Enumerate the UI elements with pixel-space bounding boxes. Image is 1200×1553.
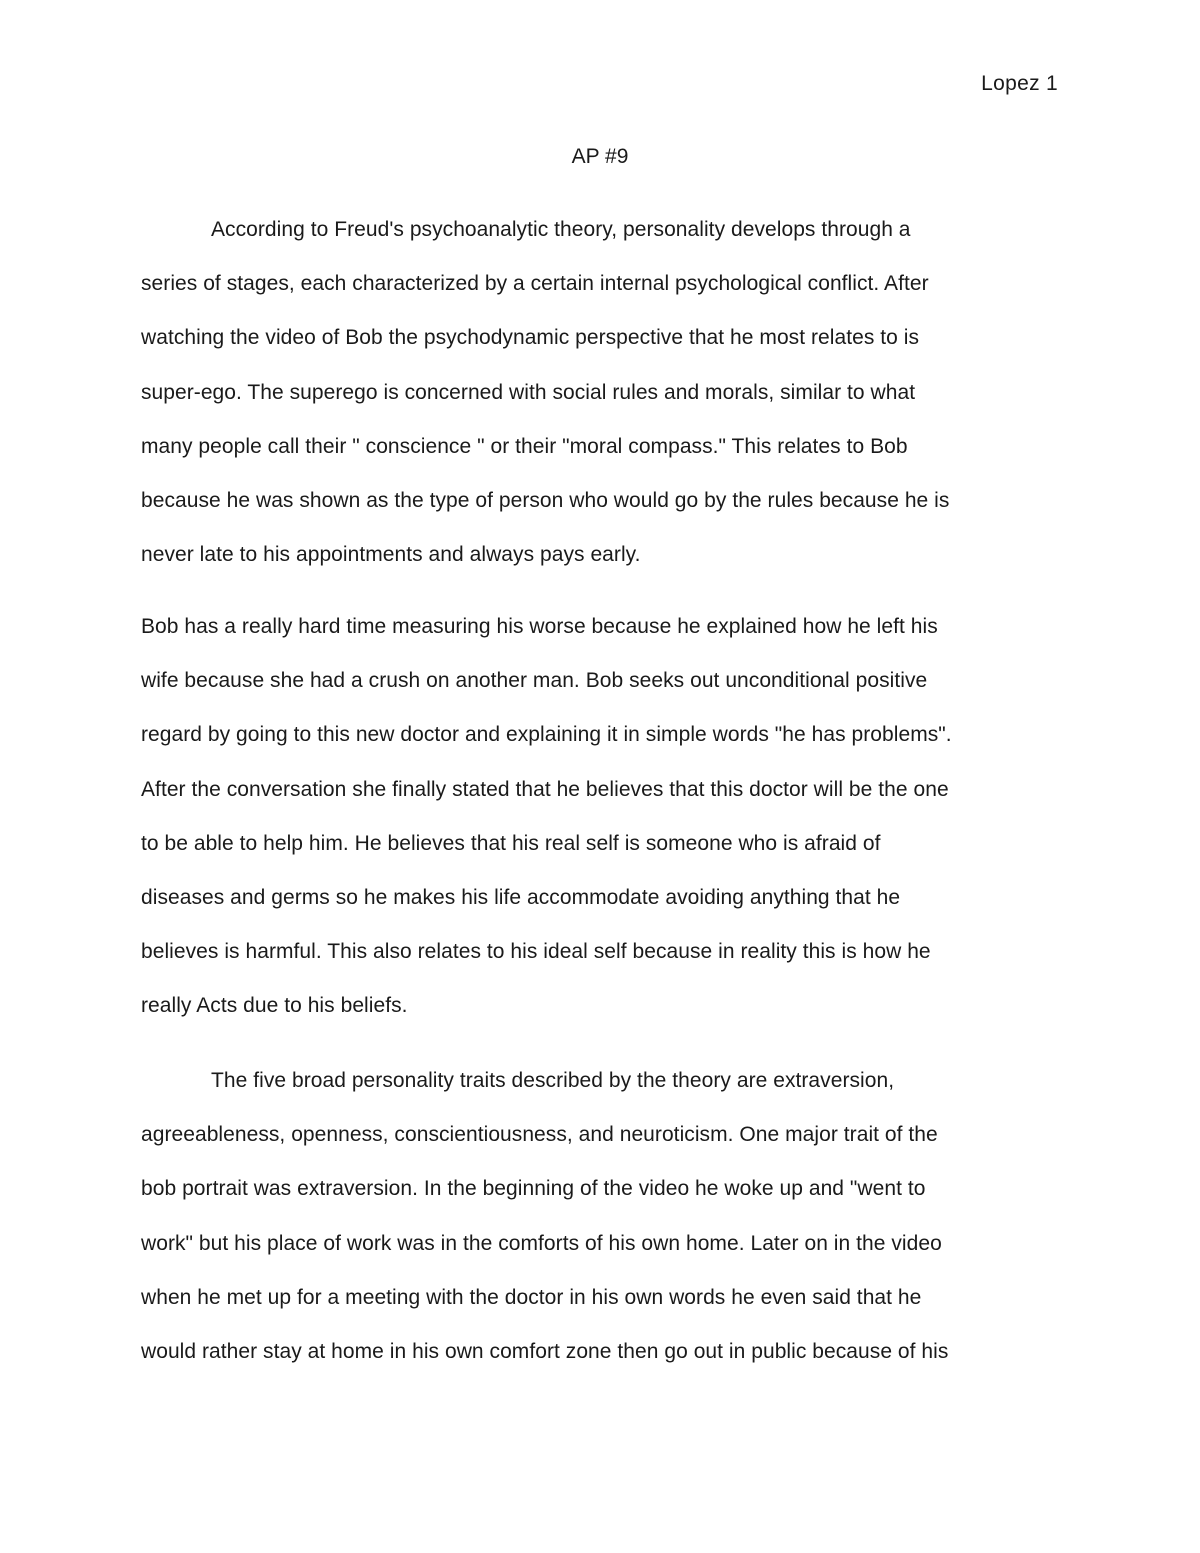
paragraph-line: regard by going to this new doctor and explaining it in simple words "he has problems".	[141, 723, 952, 747]
paragraph-2	[141, 600, 1051, 1034]
paragraph-line: According to Freud's psychoanalytic theory, personality develops through a	[211, 218, 911, 241]
paragraph-line: really Acts due to his beliefs.	[141, 994, 408, 1018]
paragraph-line: The five broad personality traits described by the theory are extraversion,	[211, 1069, 895, 1092]
paragraph-line: Bob has a really hard time measuring his worse because he explained how he left his	[141, 615, 938, 638]
paragraph-line: believes is harmful. This also relates to his ideal self because in reality this is how he	[141, 940, 931, 964]
paragraph-line: many people call their " conscience " or their "moral compass." This relates to Bob	[141, 434, 908, 458]
paragraph-line: super-ego. The superego is concerned with social rules and morals, similar to what	[141, 380, 916, 404]
paragraph-line: bob portrait was extraversion. In the beginning of the video he woke up and "went to	[141, 1177, 926, 1201]
running-head: Lopez 1	[981, 72, 1058, 95]
paragraph-line: to be able to help him. He believes that his real self is someone who is afraid of	[141, 831, 881, 855]
paragraph-line: wife because she had a crush on another man. Bob seeks out unconditional positive	[141, 669, 928, 693]
paragraph-1	[141, 203, 1051, 582]
document-title: AP #9	[571, 145, 629, 168]
paragraph-line: never late to his appointments and always pays early.	[141, 543, 641, 567]
paragraph-line: diseases and germs so he makes his life accommodate avoiding anything that he	[141, 886, 901, 910]
paragraph-line: watching the video of Bob the psychodynamic perspective that he most relates to is	[141, 326, 920, 350]
paragraph-line: series of stages, each characterized by a certain internal psychological conflict. After	[141, 272, 929, 296]
paragraph-line: work" but his place of work was in the comforts of his own home. Later on in the video	[141, 1231, 942, 1255]
paragraph-3	[141, 1054, 1051, 1379]
paragraph-line: would rather stay at home in his own comfort zone then go out in public because of his	[141, 1340, 949, 1364]
paragraph-line: because he was shown as the type of person who would go by the rules because he is	[141, 489, 950, 513]
paragraph-line: when he met up for a meeting with the doctor in his own words he even said that he	[141, 1285, 922, 1309]
paragraph-line: After the conversation she finally stated that he believes that this doctor will be the one	[141, 777, 949, 801]
paragraph-line: agreeableness, openness, conscientiousness, and neuroticism. One major trait of the	[141, 1123, 938, 1147]
